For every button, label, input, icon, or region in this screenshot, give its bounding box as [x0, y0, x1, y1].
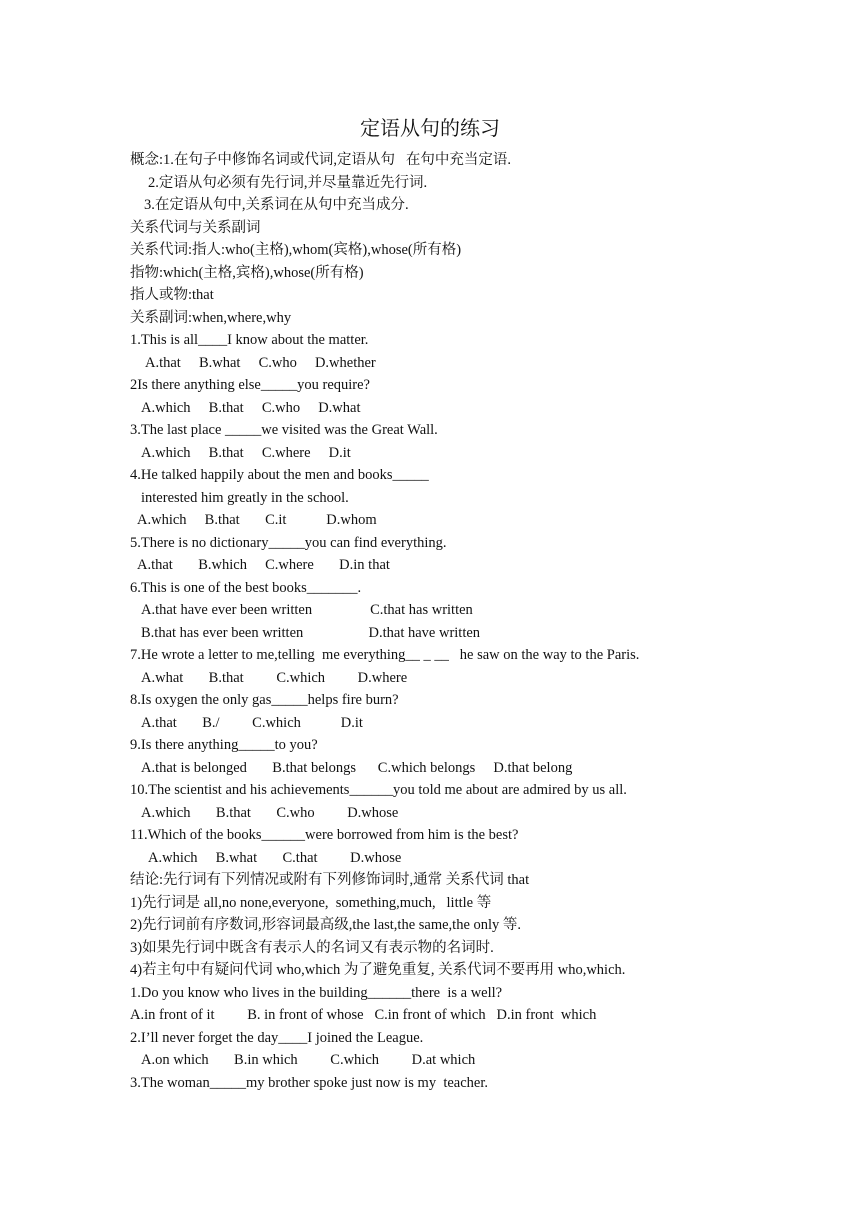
text-line: A.in front of it B. in front of whose C.in front of which D.in front which: [130, 1007, 597, 1023]
text-line: B.that has ever been written D.that have written: [141, 624, 481, 641]
text-line: A.that B.what C.who D.whether: [145, 354, 376, 371]
text-line: 3)如果先行词中既含有表示人的名词又有表示物的名词时.: [130, 939, 494, 956]
text-line: 概念:1.在句子中修饰名词或代词,定语从句 在句中充当定语.: [130, 152, 512, 168]
text-line: A.that B.which C.where D.in that: [137, 557, 390, 573]
text-line: 关系代词与关系副词: [130, 219, 261, 236]
text-line: 3.The last place _____we visited was the Great Wall.: [130, 422, 438, 438]
text-line: 3.The woman_____my brother spoke just now is my teacher.: [130, 1074, 489, 1091]
text-line: 6.This is one of the best books_______.: [130, 579, 362, 596]
text-line: 关系副词:when,where,why: [130, 309, 292, 326]
text-line: 2.I’ll never forget the day____I joined the League.: [130, 1029, 424, 1046]
text-line: A.which B.that C.it D.whom: [137, 512, 377, 528]
text-line: 2)先行词前有序数词,形容词最高级,the last,the same,the only 等.: [130, 917, 522, 933]
text-line: interested him greatly in the school.: [141, 489, 349, 506]
text-line: 9.Is there anything_____to you?: [130, 737, 318, 753]
text-line: 7.He wrote a letter to me,telling me everything__ _ __ he saw on the way to the Paris.: [130, 647, 640, 663]
text-line: A.that have ever been written C.that has written: [141, 602, 473, 618]
text-line: 指人或物:that: [130, 287, 214, 303]
text-line: A.on which B.in which C.which D.at which: [141, 1052, 476, 1068]
text-line: 8.Is oxygen the only gas_____helps fire burn?: [130, 692, 399, 708]
text-line: 10.The scientist and his achievements______you told me about are admired by us all.: [130, 782, 627, 798]
text-line: 5.There is no dictionary_____you can find everything.: [130, 534, 447, 551]
page-title: 定语从句的练习: [360, 116, 500, 140]
text-line: 指物:which(主格,宾格),whose(所有格): [130, 264, 364, 281]
text-line: 1.Do you know who lives in the building______there is a well?: [130, 984, 503, 1001]
text-line: A.that is belonged B.that belongs C.which belongs D.that belong: [141, 759, 573, 776]
text-line: A.which B.that C.who D.what: [141, 399, 361, 416]
text-line: 4)若主句中有疑问代词 who,which 为了避免重复, 关系代词不要再用 who,which.: [130, 962, 626, 978]
text-line: 1)先行词是 all,no none,everyone, something,much, little 等: [130, 894, 492, 911]
text-line: A.which B.what C.that D.whose: [148, 849, 402, 866]
text-line: A.what B.that C.which D.where: [141, 669, 408, 686]
text-line: 11.Which of the books______were borrowed from him is the best?: [130, 827, 519, 843]
text-line: A.that B./ C.which D.it: [141, 714, 363, 731]
text-line: 3.在定语从句中,关系词在从句中充当成分.: [144, 197, 409, 213]
text-line: A.which B.that C.who D.whose: [141, 804, 399, 821]
text-line: 关系代词:指人:who(主格),whom(宾格),whose(所有格): [130, 242, 462, 258]
text-line: 1.This is all____I know about the matter.: [130, 332, 369, 348]
text-line: A.which B.that C.where D.it: [141, 444, 351, 461]
text-line: 4.He talked happily about the men and books_____: [130, 467, 429, 483]
text-line: 2Is there anything else_____you require?: [130, 377, 370, 393]
text-line: 2.定语从句必须有先行词,并尽量靠近先行词.: [148, 174, 428, 191]
text-line: 结论:先行词有下列情况或附有下列修饰词时,通常 关系代词 that: [130, 872, 530, 888]
